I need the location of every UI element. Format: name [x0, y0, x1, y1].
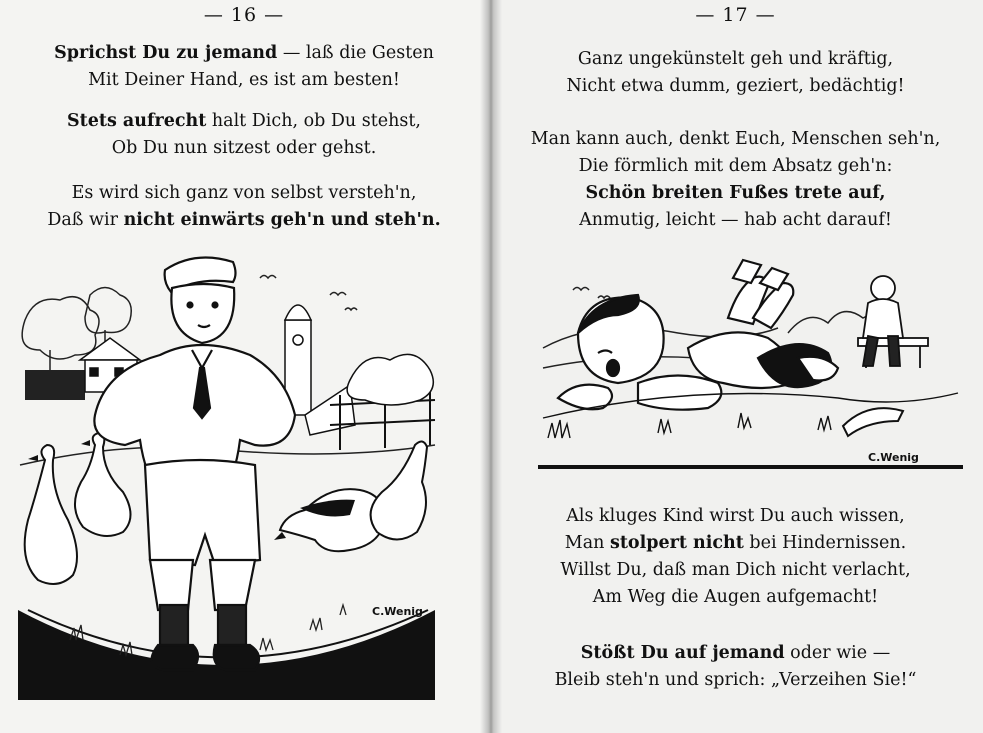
bold-text: stolpert nicht — [609, 533, 744, 553]
page-number: — 17 — — [695, 4, 776, 26]
bold-text: nicht einwärts geh'n und steh'n. — [123, 210, 441, 230]
left-page — [0, 0, 488, 733]
verse-line — [0, 40, 488, 67]
text: Willst Du, daß man Dich nicht verlacht, — [560, 560, 911, 580]
verse-line — [488, 667, 983, 694]
verse-line — [0, 207, 488, 234]
text: Bleib steh'n und sprich: „Verzeihen Sie!“ — [554, 670, 917, 690]
stanza — [488, 503, 983, 611]
verse-line — [488, 180, 983, 207]
stanza — [488, 126, 983, 234]
stanza — [488, 46, 983, 100]
verse-line — [488, 640, 983, 667]
text: bei Hindernissen. — [743, 533, 907, 553]
text: Mit Deiner Hand, es ist am besten! — [88, 70, 400, 90]
verse-line — [488, 557, 983, 584]
bold-text: Stets aufrecht — [67, 111, 207, 131]
verse-line — [488, 207, 983, 234]
boy-lying-illustration — [538, 258, 968, 473]
right-page — [488, 0, 983, 733]
text: Die förmlich mit dem Absatz geh'n: — [578, 156, 893, 176]
text: Am Weg die Augen aufgemacht! — [592, 587, 879, 607]
verse-line — [0, 67, 488, 94]
bold-text: Sprichst Du zu jemand — [54, 43, 278, 63]
verse-line — [488, 584, 983, 611]
text: Als kluges Kind wirst Du auch wissen, — [566, 506, 905, 526]
verse-line — [0, 135, 488, 162]
illustration-signature: C.Wenig — [372, 605, 423, 618]
verse-line — [0, 108, 488, 135]
text: Ganz ungekünstelt geh und kräftig, — [577, 49, 894, 69]
illustration-signature: C.Wenig — [868, 451, 919, 464]
text: Nicht etwa dumm, geziert, bedächtig! — [566, 76, 905, 96]
verse-line — [488, 126, 983, 153]
verse-line — [0, 180, 488, 207]
stanza — [488, 640, 983, 694]
text: oder wie — — [784, 643, 891, 663]
stanza — [0, 108, 488, 162]
text: Man kann auch, denkt Euch, Menschen seh'n, — [530, 129, 941, 149]
page-number: — 16 — — [203, 4, 285, 26]
text: — laß die Gesten — [277, 43, 434, 63]
boy-standing-illustration — [10, 250, 440, 700]
bold-text: Schön breiten Fußes trete auf, — [585, 183, 886, 203]
text: Es wird sich ganz von selbst versteh'n, — [71, 183, 417, 203]
stanza — [0, 40, 488, 94]
text: halt Dich, ob Du stehst, — [206, 111, 421, 131]
text: Anmutig, leicht — hab acht darauf! — [579, 210, 892, 230]
verse-line — [488, 503, 983, 530]
verse-line — [488, 46, 983, 73]
stanza — [0, 180, 488, 234]
verse-line — [488, 530, 983, 557]
text: Ob Du nun sitzest oder gehst. — [111, 138, 377, 158]
text: Man — [564, 533, 610, 553]
bold-text: Stößt Du auf jemand — [580, 643, 785, 663]
text: Daß wir — [47, 210, 124, 230]
verse-line — [488, 73, 983, 100]
verse-line — [488, 153, 983, 180]
